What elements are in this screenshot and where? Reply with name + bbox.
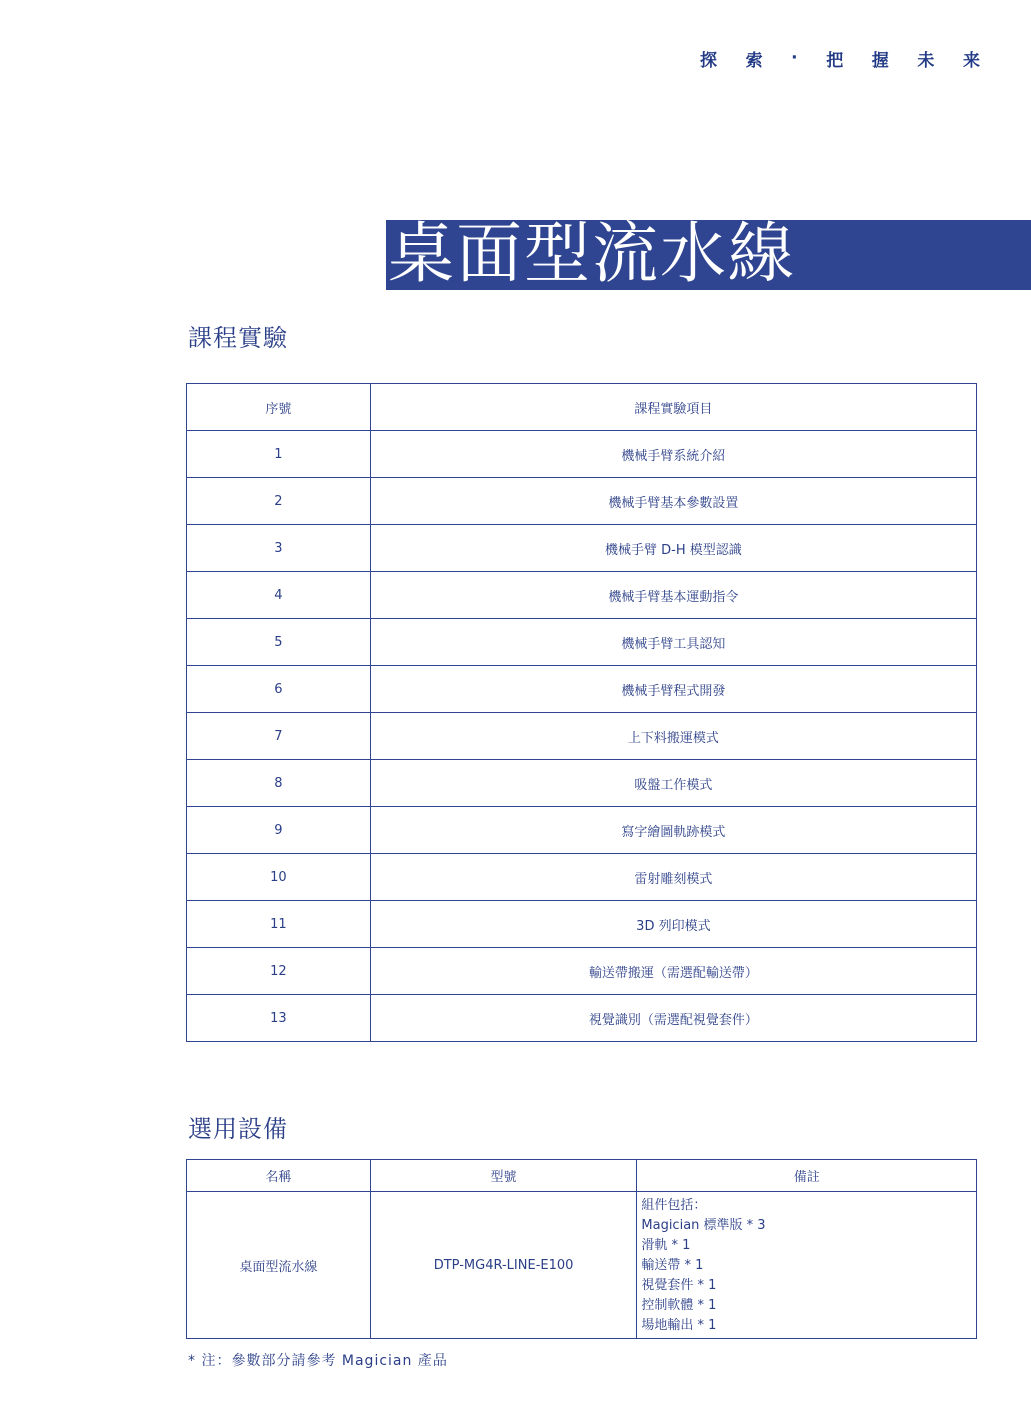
tagline-char: 握 xyxy=(871,50,889,71)
column-header-item: 課程實驗項目 xyxy=(370,384,976,431)
table-row xyxy=(187,901,977,948)
note-line: 滑軌 * 1 xyxy=(641,1238,691,1253)
row-number: 6 xyxy=(187,666,371,713)
note-line: 組件包括： xyxy=(641,1198,707,1213)
tagline-char: · xyxy=(791,48,798,68)
tagline xyxy=(700,46,980,70)
table-row xyxy=(187,995,977,1042)
table-row xyxy=(187,572,977,619)
tagline-char: 探 xyxy=(700,50,717,71)
row-item: 寫字繪圖軌跡模式 xyxy=(370,807,976,854)
note-line: 輸送帶 * 1 xyxy=(641,1258,704,1273)
row-item: 機械手臂程式開發 xyxy=(370,666,976,713)
row-item: 機械手臂 D-H 模型認識 xyxy=(370,525,976,572)
footnote: * 注：參數部分請參考 Magician 產品 xyxy=(188,1353,448,1369)
tagline-char: 来 xyxy=(962,50,980,71)
table-header-row xyxy=(187,384,977,431)
table-row xyxy=(187,478,977,525)
row-item: 3D 列印模式 xyxy=(370,901,976,948)
row-number: 13 xyxy=(187,995,371,1042)
tagline-char: 把 xyxy=(826,50,844,71)
column-header-model: 型號 xyxy=(370,1160,637,1192)
row-item: 機械手臂工具認知 xyxy=(370,619,976,666)
tagline-char: 索 xyxy=(745,50,763,71)
note-line: 控制軟體 * 1 xyxy=(641,1298,717,1313)
note-line: 場地輸出 * 1 xyxy=(641,1318,717,1333)
equipment-notes xyxy=(637,1192,977,1339)
column-header-notes: 備註 xyxy=(637,1160,977,1192)
equipment-name: 桌面型流水線 xyxy=(187,1192,371,1339)
row-number: 11 xyxy=(187,901,371,948)
column-header-name: 名稱 xyxy=(187,1160,371,1192)
table-row xyxy=(187,666,977,713)
column-header-number: 序號 xyxy=(187,384,371,431)
table-row xyxy=(187,619,977,666)
row-number: 3 xyxy=(187,525,371,572)
row-number: 8 xyxy=(187,760,371,807)
row-number: 1 xyxy=(187,431,371,478)
row-number: 10 xyxy=(187,854,371,901)
equipment-section-heading: 選用設備 xyxy=(188,1115,288,1143)
row-number: 4 xyxy=(187,572,371,619)
course-section-heading: 課程實驗 xyxy=(188,324,288,352)
row-number: 5 xyxy=(187,619,371,666)
row-item: 輸送帶搬運（需選配輸送帶） xyxy=(370,948,976,995)
row-number: 9 xyxy=(187,807,371,854)
page-title: 桌面型流水線 xyxy=(388,215,796,292)
row-item: 吸盤工作模式 xyxy=(370,760,976,807)
table-row xyxy=(187,525,977,572)
row-number: 7 xyxy=(187,713,371,760)
table-row xyxy=(187,948,977,995)
table-row xyxy=(187,807,977,854)
table-row xyxy=(187,431,977,478)
row-item: 機械手臂系統介紹 xyxy=(370,431,976,478)
table-row xyxy=(187,760,977,807)
table-row xyxy=(187,713,977,760)
equipment-table xyxy=(186,1159,977,1339)
row-item: 機械手臂基本運動指令 xyxy=(370,572,976,619)
note-line: 視覺套件 * 1 xyxy=(641,1278,717,1293)
table-row xyxy=(187,1192,977,1339)
row-item: 上下料搬運模式 xyxy=(370,713,976,760)
tagline-char: 未 xyxy=(917,50,935,71)
course-table xyxy=(186,383,977,1042)
row-item: 機械手臂基本參數設置 xyxy=(370,478,976,525)
row-item: 視覺識別（需選配視覺套件） xyxy=(370,995,976,1042)
row-number: 12 xyxy=(187,948,371,995)
note-line: Magician 標準版 * 3 xyxy=(641,1218,766,1233)
equipment-model: DTP-MG4R-LINE-E100 xyxy=(370,1192,637,1339)
row-item: 雷射雕刻模式 xyxy=(370,854,976,901)
table-header-row xyxy=(187,1160,977,1192)
table-row xyxy=(187,854,977,901)
row-number: 2 xyxy=(187,478,371,525)
